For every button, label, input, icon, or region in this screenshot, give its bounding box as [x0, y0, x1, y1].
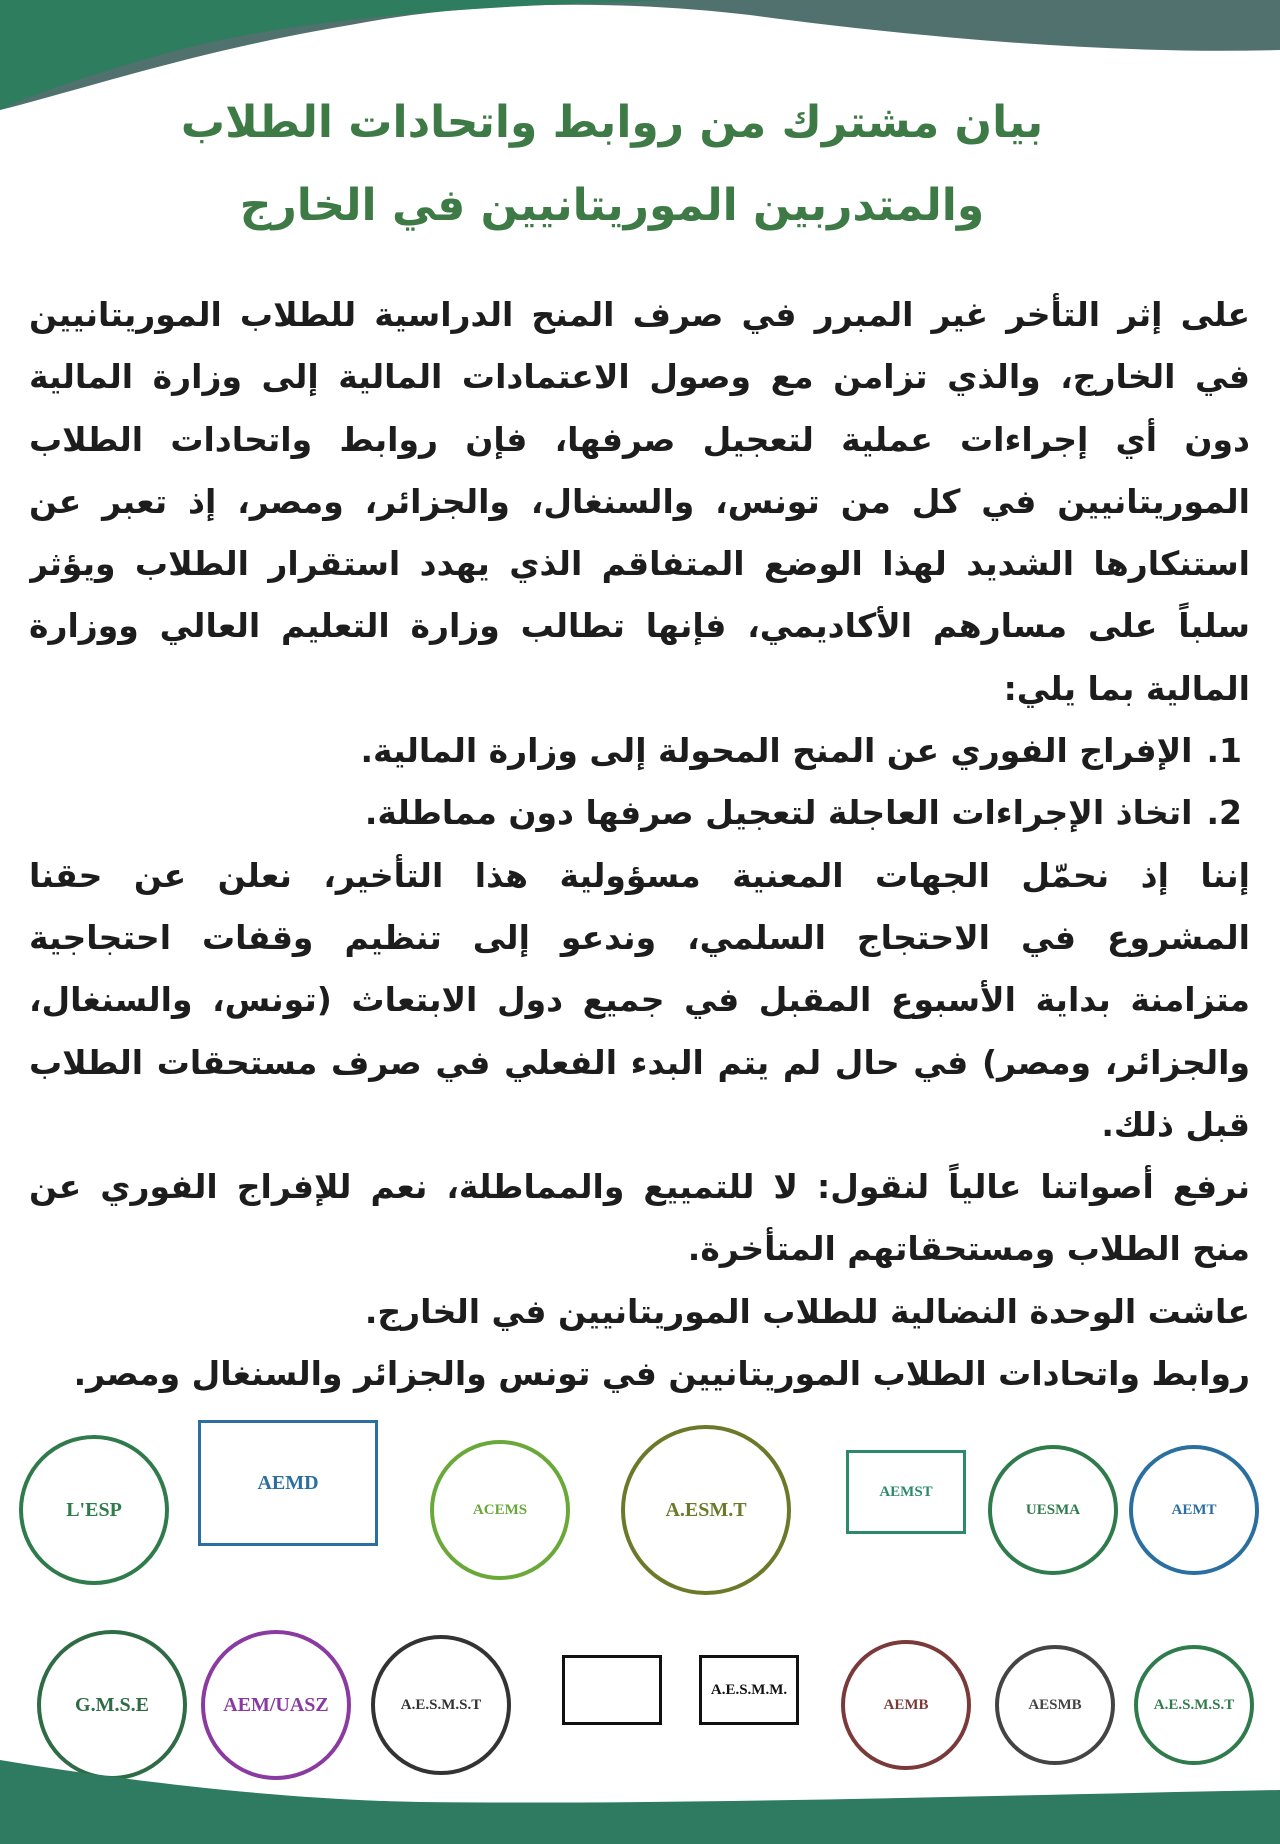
organization-logo [198, 1420, 378, 1546]
organization-logo [988, 1445, 1118, 1575]
body-line [29, 284, 1250, 346]
line-text: متزامنة بداية الأسبوع المقبل في جميع دول الابتعاث (تونس، والسنغال، [29, 980, 1250, 1020]
organization-logo [430, 1440, 570, 1580]
logo-label: G.M.S.E [75, 1693, 149, 1716]
body-line [29, 533, 1250, 595]
list-item [29, 782, 1250, 844]
organization-logo [201, 1630, 351, 1780]
logo-label: UESMA [1025, 1501, 1081, 1518]
body-line [29, 1343, 1250, 1405]
line-text: الإفراج الفوري عن المنح المحولة إلى وزارة المالية. [360, 731, 1193, 771]
body-line [29, 969, 1250, 1031]
line-text: المشروع في الاحتجاج السلمي، وندعو إلى تنظيم وقفات احتجاجية [29, 917, 1250, 957]
line-text: اتخاذ الإجراءات العاجلة لتعجيل صرفها دون مماطلة. [364, 793, 1193, 833]
line-text: قبل ذلك. [1101, 1104, 1250, 1144]
organization-logo [37, 1630, 187, 1780]
body-line [29, 471, 1250, 533]
organization-logo [371, 1635, 511, 1775]
line-text: الموريتانيين في كل من تونس، والسنغال، والجزائر، ومصر، إذ تعبر عن [29, 481, 1250, 521]
line-text: إننا إذ نحمّل الجهات المعنية مسؤولية هذا التأخير، نعلن عن حقنا [29, 855, 1250, 895]
organization-logo [1129, 1445, 1259, 1575]
list-item [29, 720, 1250, 782]
footer-wave [0, 1760, 1280, 1844]
statement-title-line-1: بيان مشترك من روابط واتحادات الطلاب [180, 97, 1044, 148]
line-text: منح الطلاب ومستحقاتهم المتأخرة. [687, 1229, 1250, 1269]
body-line [29, 346, 1250, 408]
organization-logo [562, 1655, 662, 1725]
organization-logo [846, 1450, 966, 1534]
line-text: روابط واتحادات الطلاب الموريتانيين في تونس والجزائر والسنغال ومصر. [73, 1354, 1250, 1394]
body-line [29, 1281, 1250, 1343]
line-text: والجزائر، ومصر) في حال لم يتم البدء الفعلي في صرف مستحقات الطلاب [29, 1042, 1250, 1082]
list-number: 2. [1206, 793, 1242, 833]
body-line [29, 1156, 1250, 1218]
logo-label: ACEMS [472, 1501, 528, 1518]
logo-label: AEM/UASZ [223, 1693, 329, 1716]
list-number: 1. [1206, 731, 1242, 771]
logo-label: L'ESP [66, 1498, 122, 1521]
organization-logo [995, 1645, 1115, 1765]
line-text: نرفع أصواتنا عالياً لنقول: لا للتمييع والمماطلة، نعم للإفراج الفوري عن [29, 1167, 1250, 1207]
body-line [29, 595, 1250, 657]
statement-title-line-2: والمتدربين الموريتانيين في الخارج [239, 180, 985, 231]
logo-label: AEMST [879, 1483, 933, 1500]
logo-label: A.ESM.T [665, 1498, 747, 1521]
line-text: عاشت الوحدة النضالية للطلاب الموريتانيين في الخارج. [364, 1291, 1250, 1331]
organization-logo [19, 1435, 169, 1585]
body-line [29, 409, 1250, 471]
body-line [29, 907, 1250, 969]
logo-label: A.E.S.M.M. [710, 1681, 788, 1698]
line-text: دون أي إجراءات عملية لتعجيل صرفها، فإن روابط واتحادات الطلاب [29, 419, 1250, 459]
organization-logo [841, 1640, 971, 1770]
line-text: في الخارج، والذي تزامن مع وصول الاعتمادات المالية إلى وزارة المالية [29, 357, 1250, 397]
statement-body [29, 284, 1250, 1405]
logo-label: AEMD [257, 1471, 319, 1494]
body-line [29, 1218, 1250, 1280]
logo-label: A.E.S.M.S.T [400, 1696, 482, 1713]
organization-logo [621, 1425, 791, 1595]
organization-logo [699, 1655, 799, 1725]
organization-logo [1134, 1645, 1254, 1765]
logo-label: AEMT [1171, 1501, 1217, 1518]
body-line [29, 1094, 1250, 1156]
logo-label: AESMB [1028, 1696, 1082, 1713]
line-text: المالية بما يلي: [1003, 668, 1250, 708]
body-line [29, 1032, 1250, 1094]
line-text: استنكارها الشديد لهذا الوضع المتفاقم الذي يهدد استقرار الطلاب ويؤثر [29, 544, 1250, 584]
body-line [29, 658, 1250, 720]
line-text: سلباً على مسارهم الأكاديمي، فإنها تطالب وزارة التعليم العالي ووزارة [29, 606, 1250, 646]
logo-label: AEMB [883, 1696, 929, 1713]
body-line [29, 845, 1250, 907]
logo-label: A.E.S.M.S.T [1153, 1696, 1235, 1713]
line-text: على إثر التأخر غير المبرر في صرف المنح الدراسية للطلاب الموريتانيين [29, 295, 1250, 334]
